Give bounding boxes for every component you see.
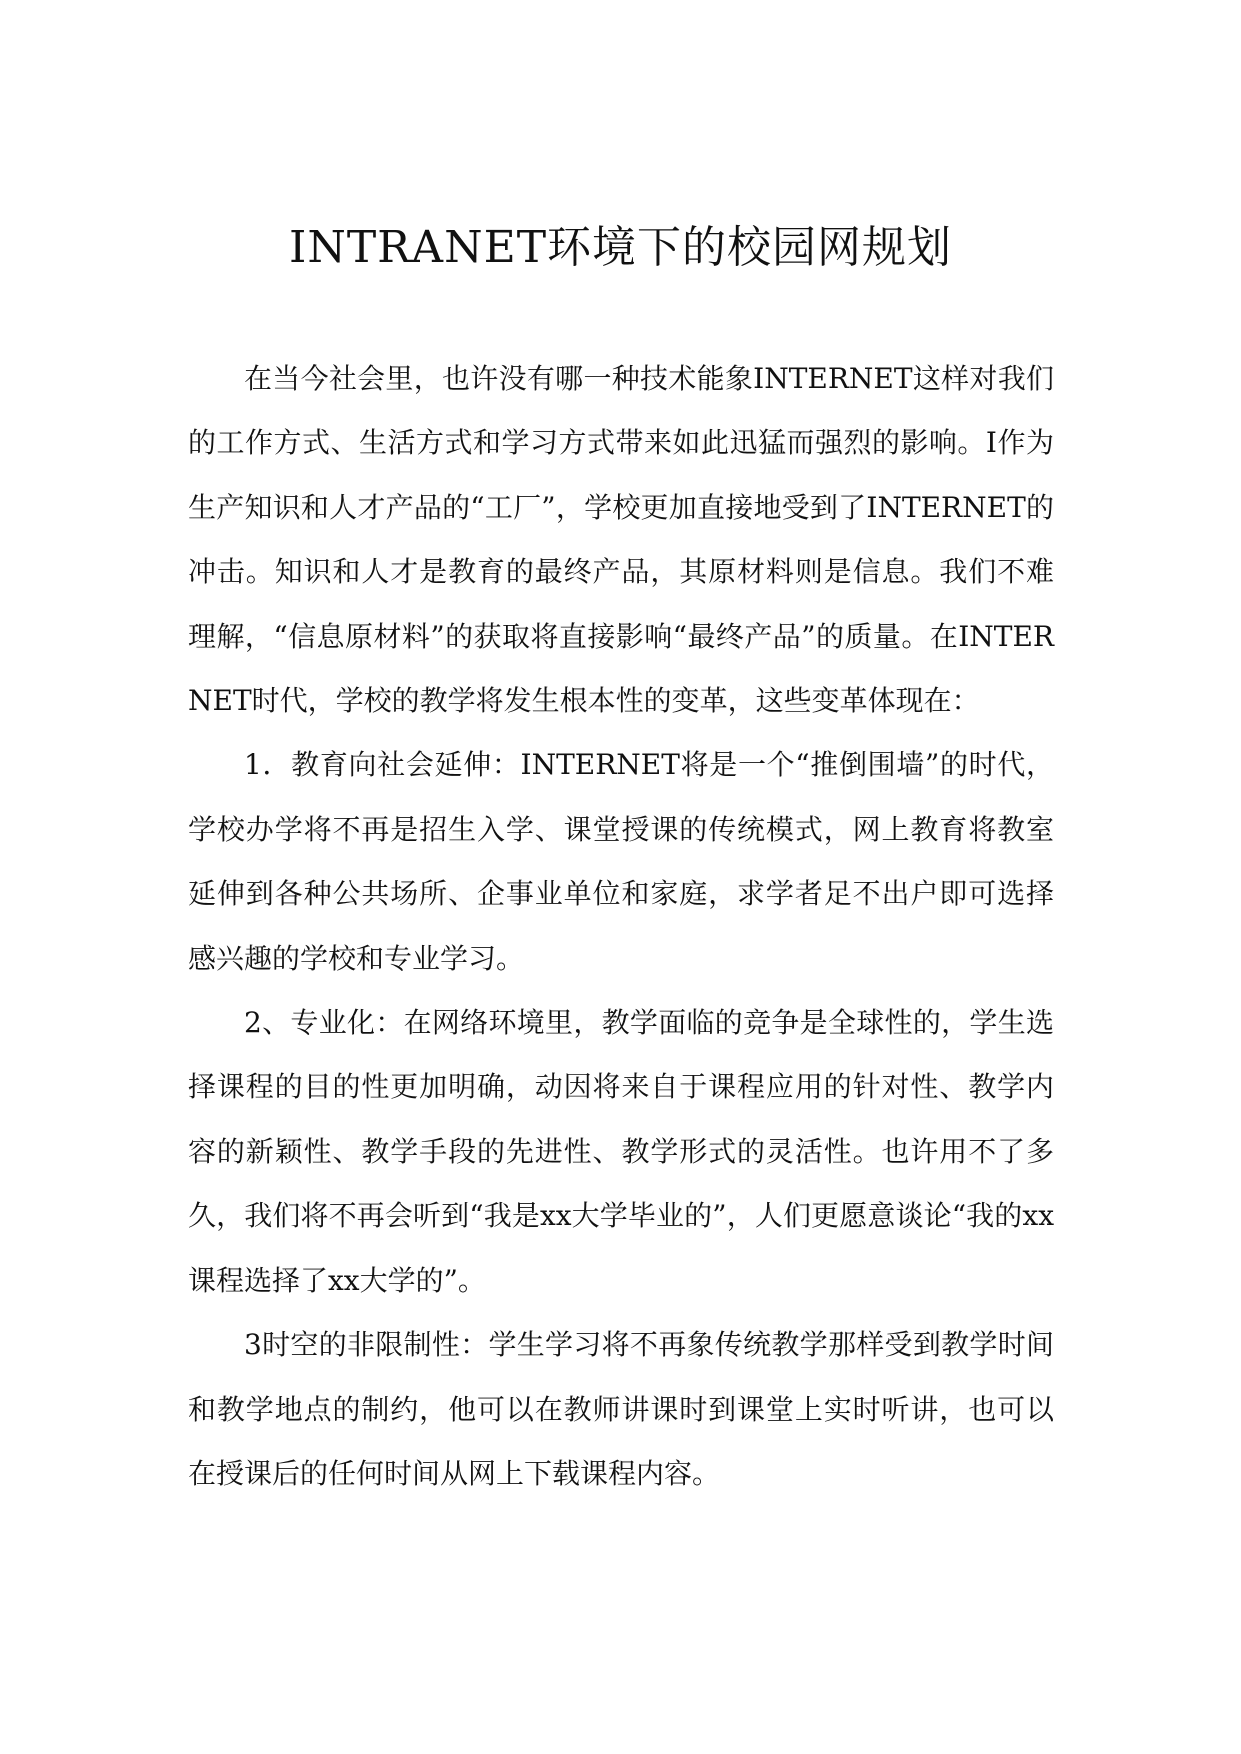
document-title: INTRANET环境下的校园网规划 — [288, 222, 953, 273]
paragraph-point-2: 2、专业化：在网络环境里，教学面临的竞争是全球性的，学生选择课程的目的性更加明确，动因将来自于课程应用的针对性、教学内容的新颖性、教学手段的先进性、教学形式的灵活性。也许用不了多久，我们将不再会听到“我是xx大学毕业的”，人们更愿意谈论“我的xx课程选择了xx大学的”。 — [188, 1006, 1054, 1297]
paragraph-point-1: 1．教育向社会延伸：INTERNET将是一个“推倒围墙”的时代，学校办学将不再是招生入学、课堂授课的传统模式，网上教育将教室延伸到各种公共场所、企事业单位和家庭，求学者足不出户即可选择感兴趣的学校和专业学习。 — [188, 748, 1054, 975]
paragraph-intro: 在当今社会里，也许没有哪一种技术能象INTERNET这样对我们的工作方式、生活方式和学习方式带来如此迅猛而强烈的影响。I作为生产知识和人才产品的“工厂”，学校更加直接地受到了INTERNET的冲击。知识和人才是教育的最终产品，其原材料则是信息。我们不难理解，“信息原材料”的获取将直接影响“最终产品”的质量。在INTERNET时代，学校的教学将发生根本性的变革，这些变革体现在： — [188, 362, 1054, 718]
paragraph-point-3: 3时空的非限制性：学生学习将不再象传统教学那样受到教学时间和教学地点的制约，他可以在教师讲课时到课堂上实时听讲，也可以在授课后的任何时间从网上下载课程内容。 — [188, 1328, 1054, 1490]
document-body — [188, 347, 1054, 1506]
